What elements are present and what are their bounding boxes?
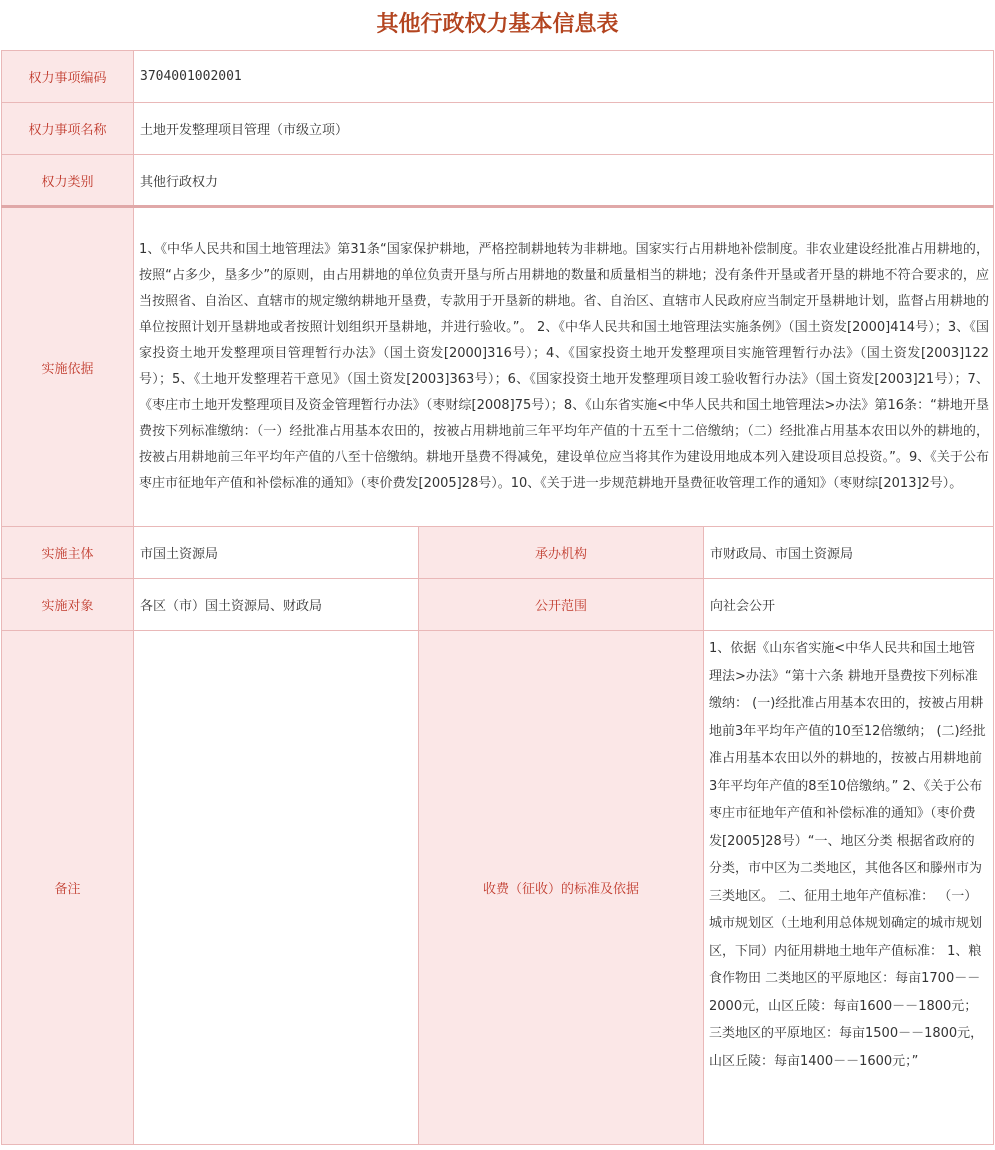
basis-value: 1、《中华人民共和国土地管理法》第31条“国家保护耕地，严格控制耕地转为非耕地。国家实行占用耕地补偿制度。非农业建设经批准占用耕地的，按照“占多少，垦多少”的原则，由占用耕地的单位负责开垦与所占用耕地的数量和质量相当的耕地；没有条件开垦或者开垦的耕地不符合要求的，应当按照省、自治区、直辖市的规定缴纳耕地开垦费，专款用于开垦新的耕地。省、自治区、直辖市人民政府应当制定开垦耕地计划，监督占用耕地的单位按照计划开垦耕地或者按照计划组织开垦耕地，并进行验收。”。 2、《中华人民共和国土地管理法实施条例》（国土资发[2000]414号）；3、《国家投资土地开发整理项目管理暂行办法》（国土资发[2000]316号）；4、《国家投资土地开发整理项目实施管理暂行办法》（国土资发[2003]122号）；5、《土地开发整理若干意见》（国土资发[2003]363号）；6、《国家投资土地开发整理项目竣工验收暂行办法》（国土资发[2003]21号）；7、《枣庄市土地开发整理项目及资金管理暂行办法》（枣财综[2008]75号）；8、《山东省实施<中华人民共和国土地管理法>办法》第16条：“耕地开垦费按下列标准缴纳：（一）经批准占用基本农田的，按被占用耕地前三年平均年产值的十五至十二倍缴纳；（二）经批准占用基本农田以外的耕地的，按被占用耕地前三年平均年产值的八至十倍缴纳。耕地开垦费不得减免，建设单位应当将其作为建设用地成本列入建设项目总投资。”。9、《关于公布枣庄市征地年产值和补偿标准的通知》（枣价费发[2005]28号）。10、《关于进一步规范耕地开垦费征收管理工作的通知》（枣财综[2013]2号）。: [134, 207, 994, 527]
row-target: [2, 579, 994, 631]
scope-value: 向社会公开: [704, 579, 994, 631]
row-name: [2, 103, 994, 155]
subject-label: 实施主体: [2, 527, 134, 579]
agency-label: 承办机构: [419, 527, 704, 579]
category-value: 其他行政权力: [134, 155, 994, 207]
row-remark: [2, 631, 994, 1145]
scope-label: 公开范围: [419, 579, 704, 631]
remark-label: 备注: [2, 631, 134, 1145]
category-label: 权力类别: [2, 155, 134, 207]
row-code: [2, 51, 994, 103]
code-label: 权力事项编码: [2, 51, 134, 103]
basis-label: 实施依据: [2, 207, 134, 527]
row-subject: [2, 527, 994, 579]
fee-value: 1、依据《山东省实施<中华人民共和国土地管理法>办法》“第十六条 耕地开垦费按下列标准缴纳： (一)经批准占用基本农田的，按被占用耕地前3年平均年产值的10至12倍缴纳； (二)经批准占用基本农田以外的耕地的，按被占用耕地前3年平均年产值的8至10倍缴纳。” 2、《关于公布枣庄市征地年产值和补偿标准的通知》（枣价费发[2005]28号）“一、地区分类 根据省政府的分类，市中区为二类地区，其他各区和滕州市为三类地区。 二、征用土地年产值标准： （一）城市规划区（土地利用总体规划确定的城市规划区，下同）内征用耕地土地年产值标准： 1、粮食作物田 二类地区的平原地区：每亩1700－－2000元，山区丘陵：每亩1600－－1800元； 三类地区的平原地区：每亩1500－－1800元，山区丘陵：每亩1400－－1600元；”: [704, 631, 994, 1145]
target-label: 实施对象: [2, 579, 134, 631]
name-value: 土地开发整理项目管理（市级立项）: [134, 103, 994, 155]
info-table: [1, 50, 994, 1145]
row-basis: [2, 207, 994, 527]
code-value: 3704001002001: [134, 51, 994, 103]
page-title: 其他行政权力基本信息表: [376, 11, 619, 37]
name-label: 权力事项名称: [2, 103, 134, 155]
subject-value: 市国土资源局: [134, 527, 419, 579]
remark-value: [134, 631, 419, 1145]
row-category: [2, 155, 994, 207]
agency-value: 市财政局、市国土资源局: [704, 527, 994, 579]
fee-label: 收费（征收）的标准及依据: [419, 631, 704, 1145]
target-value: 各区（市）国土资源局、财政局: [134, 579, 419, 631]
